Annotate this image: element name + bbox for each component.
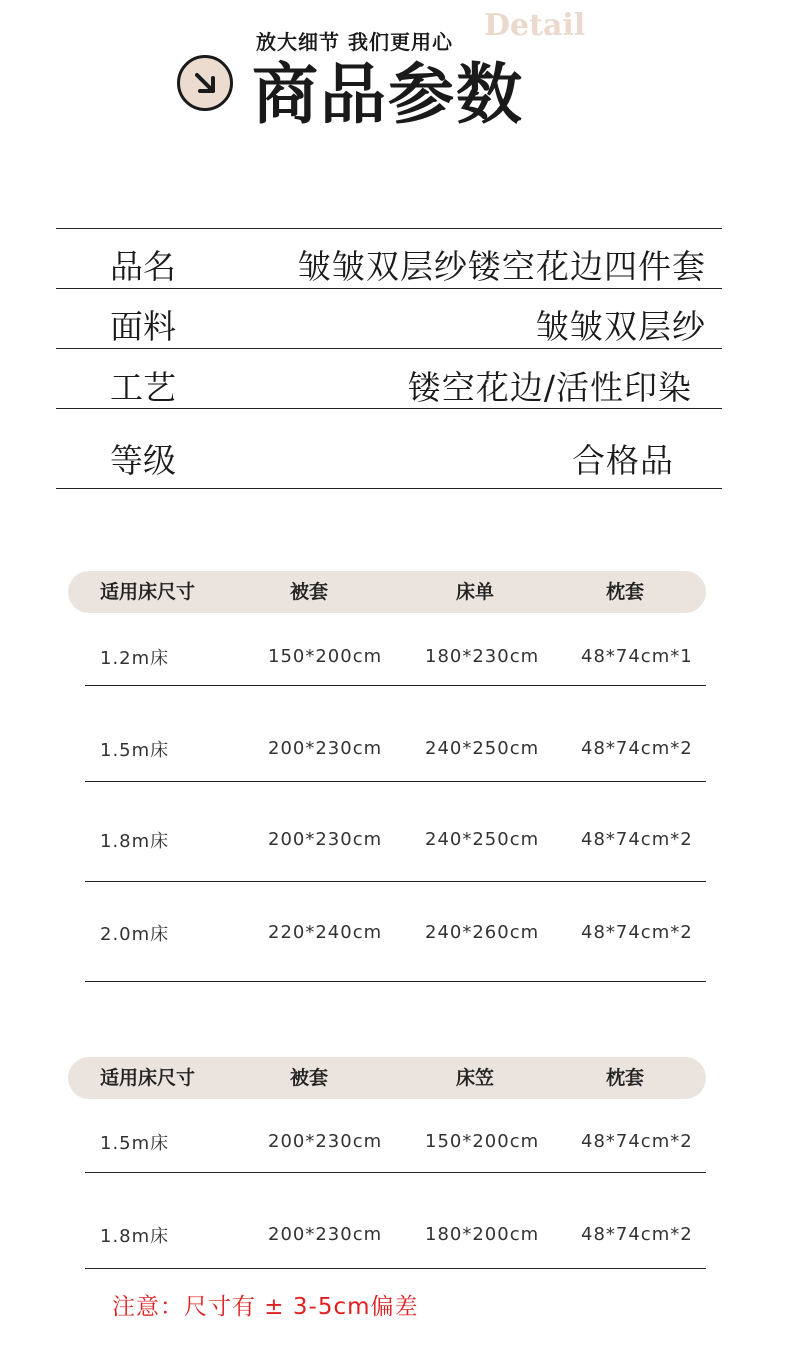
table-cell: 1.5m床 bbox=[100, 740, 170, 761]
table-cell: 2.0m床 bbox=[100, 924, 170, 945]
table-row bbox=[85, 1173, 706, 1269]
table-cell: 48*74cm*2 bbox=[581, 829, 693, 850]
product-params bbox=[56, 228, 722, 489]
table-cell: 180*200cm bbox=[425, 1224, 540, 1245]
table-cell: 48*74cm*2 bbox=[581, 738, 693, 759]
param-label: 面料 bbox=[110, 307, 176, 346]
table-cell: 48*74cm*2 bbox=[581, 1131, 693, 1152]
header-cell: 床单 bbox=[456, 581, 495, 603]
param-row-fabric bbox=[56, 289, 722, 349]
header-cell: 适用床尺寸 bbox=[100, 1067, 196, 1089]
param-row-craft bbox=[56, 349, 722, 409]
param-value: 合格品 bbox=[572, 441, 674, 480]
table-row bbox=[85, 782, 706, 882]
param-label: 品名 bbox=[110, 247, 176, 286]
table-row bbox=[85, 882, 706, 982]
table-cell: 1.5m床 bbox=[100, 1133, 170, 1154]
table-cell: 48*74cm*2 bbox=[581, 922, 693, 943]
param-label: 等级 bbox=[110, 441, 176, 480]
param-row-grade bbox=[56, 409, 722, 489]
table-header bbox=[68, 571, 706, 613]
param-value: 镂空花边/活性印染 bbox=[407, 368, 692, 407]
size-deviation-note: 注意：尺寸有 ± 3-5cm偏差 bbox=[112, 1294, 419, 1320]
table-header bbox=[68, 1057, 706, 1099]
table-cell: 1.8m床 bbox=[100, 831, 170, 852]
table-cell: 240*250cm bbox=[425, 829, 540, 850]
table-cell: 200*230cm bbox=[268, 738, 383, 759]
table-cell: 200*230cm bbox=[268, 1131, 383, 1152]
header-cell: 适用床尺寸 bbox=[100, 581, 196, 603]
subtitle: 放大细节 我们更用心 bbox=[256, 30, 453, 54]
table-cell: 240*260cm bbox=[425, 922, 540, 943]
table-cell: 150*200cm bbox=[268, 646, 383, 667]
table-cell: 1.8m床 bbox=[100, 1226, 170, 1247]
header-cell: 被套 bbox=[290, 1067, 329, 1089]
size-table-flat-sheet bbox=[68, 571, 706, 982]
param-row-name bbox=[56, 229, 722, 289]
header-cell: 枕套 bbox=[606, 1067, 645, 1089]
table-cell: 240*250cm bbox=[425, 738, 540, 759]
table-cell: 220*240cm bbox=[268, 922, 383, 943]
param-value: 皱皱双层纱镂空花边四件套 bbox=[298, 247, 706, 286]
table-row bbox=[85, 613, 706, 686]
table-cell: 48*74cm*1 bbox=[581, 646, 693, 667]
header-cell: 被套 bbox=[290, 581, 329, 603]
header-cell: 枕套 bbox=[606, 581, 645, 603]
table-cell: 48*74cm*2 bbox=[581, 1224, 693, 1245]
detail-watermark: Detail bbox=[484, 8, 586, 43]
param-label: 工艺 bbox=[110, 368, 176, 407]
table-cell: 1.2m床 bbox=[100, 648, 170, 669]
table-row bbox=[85, 1099, 706, 1173]
arrow-down-right-icon bbox=[177, 55, 233, 111]
header-cell: 床笠 bbox=[456, 1067, 495, 1089]
table-row bbox=[85, 686, 706, 782]
table-cell: 180*230cm bbox=[425, 646, 540, 667]
size-table-fitted-sheet bbox=[68, 1057, 706, 1269]
page-title: 商品参数 bbox=[252, 56, 524, 133]
table-cell: 150*200cm bbox=[425, 1131, 540, 1152]
table-cell: 200*230cm bbox=[268, 1224, 383, 1245]
table-cell: 200*230cm bbox=[268, 829, 383, 850]
param-value: 皱皱双层纱 bbox=[536, 307, 706, 346]
